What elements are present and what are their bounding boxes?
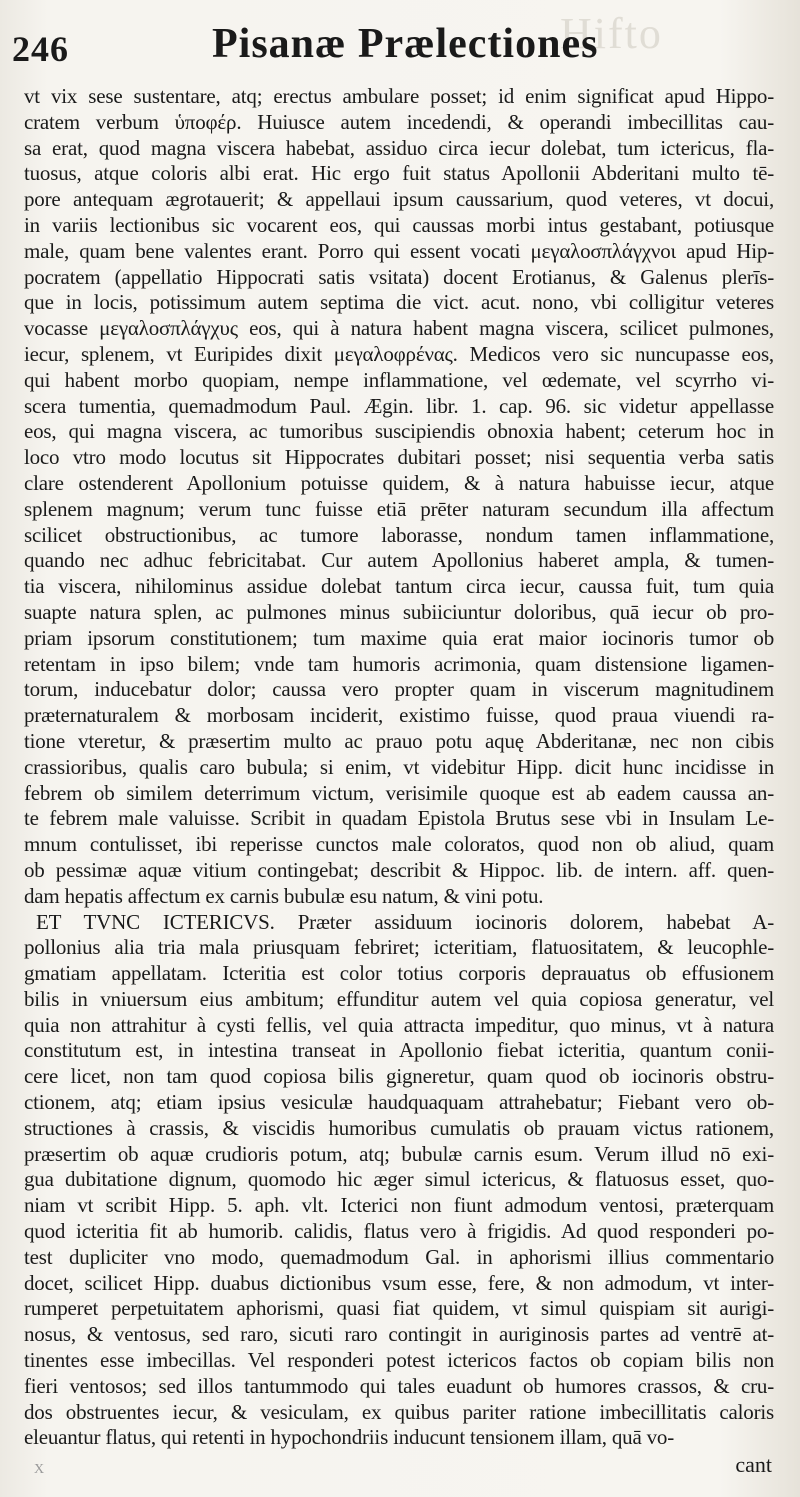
text-line: niam vt scribit Hipp. 5. aph. vlt. Icterici non fiunt admodum ventosi, præterquam [24,1193,774,1218]
text-line: test dupliciter vno modo, quemadmodum Gal. in aphorismi illius commentario [24,1244,774,1269]
text-line: mnum contulisset, ibi reperisse cunctos male coloratos, quod non ob aliud, quam [24,832,774,857]
text-line: præternaturalem & morbosam inciderit, existimo fuisse, quod praua viuendi ra- [24,703,774,728]
text-line: ctionem, atq; etiam ipsius vesiculæ haudquaquam attrahebatur; Fiebant vero ob- [24,1090,774,1115]
text-line: torum, inducebatur dolor; caussa vero propter quam in viscerum magnitudinem [24,677,774,702]
body-text [24,84,774,1451]
text-line: quod icteritia fit ab humorib. calidis, flatus vero à frigidis. Ad quod responderi po- [24,1219,774,1244]
text-line: pocratem (appellatio Hippocrati satis vsitata) docent Erotianus, & Galenus plerīs- [24,264,774,289]
text-line: splenem magnum; verum tunc fuisse etiā prēter naturam secundum illa affectum [24,496,774,521]
text-line: retentam in ipso bilem; vnde tam humoris acrimonia, quam distensione ligamen- [24,651,774,676]
text-line: febrem ob similem deterrimum victum, verisimile quoque est ab eadem caussa an- [24,780,774,805]
text-line: nosus, & ventosus, sed raro, sicuti raro contingit in auriginosis partes ad ventrē at- [24,1322,774,1347]
text-line: structiones à crassis, & viscidis humoribus cumulatis ob prauam victus rationem, [24,1115,774,1140]
text-line: vt vix sese sustentare, atq; erectus ambulare posset; id enim significat apud Hippo- [24,84,774,108]
bleed-through-text: Hifto [560,9,663,58]
text-line: gmatiam appellatam. Icteritia est color totius corporis deprauatus ob effusionem [24,961,774,986]
text-line: crassioribus, qualis caro bubula; si enim, vt videbitur Hipp. dicit hunc incidisse in [24,754,774,779]
text-line: dos obstruentes iecur, & vesiculam, ex quibus pariter ratione imbecillitatis caloris [24,1399,774,1424]
text-line: suapte natura splen, ac pulmones minus subiiciuntur doloribus, quā iecur ob pro- [24,599,774,624]
text-line: te febrem male valuisse. Scribit in quadam Epistola Brutus sese vbi in Insulam Le- [24,806,774,831]
text-line: cere licet, non tam quod copiosa bilis gigneretur, quam quod ob iocinoris obstru- [24,1064,774,1089]
text-line: fieri ventosos; sed illos tantummodo qui tales euadunt ob humores crassos, & cru- [24,1373,774,1398]
page-number: 246 [12,29,69,69]
text-line: constitutum est, in intestina transeat in Apollonio fiebat icteritia, quantum conii- [24,1038,774,1063]
text-line: gua dubitatione dignum, quomodo hic æger simul ictericus, & flatuosus esset, quo- [24,1167,774,1192]
text-line: sa erat, quod magna viscera habebat, assiduo circa iecur dolebat, tum ictericus, fla- [24,135,774,160]
page-header [12,18,780,76]
text-line: clare ostenderent Apollonium potuisse quidem, & à natura habuisse iecur, atque [24,470,774,495]
text-line: priam ipsorum constitutionem; tum maxime quia erat maior iocinoris tumor ob [24,625,774,650]
text-line: eos, qui magna viscera, ac tumoribus suscipiendis obnoxia habent; ceterum hoc in [24,419,774,444]
text-line: eleuantur flatus, qui retenti in hypochondriis inducunt tensionem illam, quā vo- [24,1425,675,1450]
text-line: male, quam bene valentes erant. Porro qui essent vocati μεγαλοσπλάγχνοι apud Hip- [24,238,774,263]
text-line: tuosus, atque coloris albi erat. Hic ergo fuit status Apollonii Abderitani multo tē- [24,161,774,186]
signature-mark: X [34,1462,51,1477]
text-line: pore antequam ægrotauerit; & appellaui ipsum caussarium, quod veteres, vt docui, [24,187,774,212]
text-line: vocasse μεγαλοσπλάγχυς eos, qui à natura habent magna viscera, scilicet pulmones, [24,316,774,341]
text-line: qui habent morbo quopiam, nempe inflammatione, vel œdemate, vel scyrrho vi- [24,367,774,392]
text-line: que in locis, potissimum autem septima die vict. acut. nono, vbi colligitur veteres [24,290,774,315]
text-line: iecur, splenem, vt Euripides dixit μεγαλοφρένας. Medicos vero sic nuncupasse eos, [24,341,774,366]
text-line: tione vteretur, & præsertim multo ac prauo potu aquę Abderitanæ, nec non cibis [24,728,774,753]
text-line: docet, scilicet Hipp. duabus dictionibus vsum esse, fere, & non admodum, vt inter- [24,1270,774,1295]
text-line: dam hepatis affectum ex carnis bubulæ esu natum, & vini potu. [24,883,544,908]
text-line: loco vtro modo locutus sit Hippocrates dubitari posset; nisi sequentia verba satis [24,445,774,470]
text-line: tinentes esse imbecillas. Vel responderi potest ictericos factos ob copiam bilis non [24,1348,774,1373]
text-line: quia non attrahitur à cysti fellis, vel quia attracta impeditur, quo minus, vt à natura [24,1012,774,1037]
text-line: ET TVNC ICTERICVS. Præter assiduum iocinoris dolorem, habebat A- [36,909,774,934]
text-line: præsertim ob aquæ crudioris potum, atq; bubulæ carnis esum. Verum illud nō exi- [24,1141,774,1166]
text-line: pollonius alia tria mala priusquam febriret; icteritiam, flatuositatem, & leucophle- [24,935,774,960]
text-line: cratem verbum ὑποφέρ. Huiusce autem incedendi, & operandi imbecillitas cau- [24,109,774,134]
text-line: quando nec adhuc febricitabat. Cur autem Apollonius haberet ampla, & tumen- [24,548,774,573]
text-line: scilicet obstructionibus, ac tumore laborasse, nondum tamen inflammatione, [24,522,774,547]
text-line: rumperet perpetuitatem aphorismi, quasi fiat quidem, vt simul quispiam sit aurigi- [24,1296,774,1321]
text-line: bilis in vniuersum eius ambitum; effunditur autem vel quia copiosa generatur, vel [24,986,774,1011]
running-title: Pisanæ Prælectiones [212,21,599,67]
text-line: tia viscera, nihilominus assidue dolebat tantum circa iecur, caussa fuit, tum quia [24,574,774,599]
text-line: in variis lectionibus sic vocarent eos, qui caussas morbi intus gestabant, potiusque [24,212,774,237]
catchword: cant [735,1452,772,1477]
text-line: scera tumentia, quemadmodum Paul. Ægin. libr. 1. cap. 96. sic videtur appellasse [24,393,774,418]
text-line: ob pessimæ aquæ vitium contingebat; describit & Hippoc. lib. de intern. aff. quen- [24,857,774,882]
